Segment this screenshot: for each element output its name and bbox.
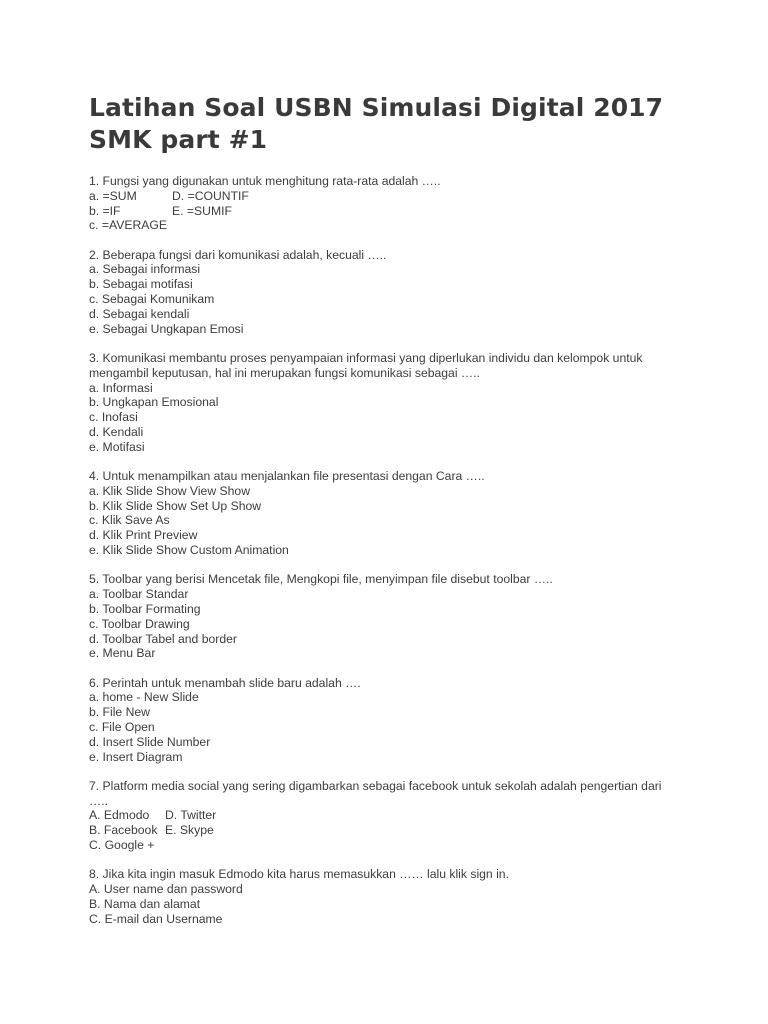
option-row: [89, 277, 708, 292]
question-text: 7. Platform media social yang sering digambarkan sebagai facebook untuk sekolah adalah pengertian dari …..: [89, 778, 662, 808]
answer-option: C. E-mail dan Username: [89, 911, 223, 926]
question-text: 3. Komunikasi membantu proses penyampaian informasi yang diperlukan individu dan kelompok untuk mengambil keputusan, hal ini merupakan fungsi komunikasi sebagai …..: [89, 350, 643, 380]
answer-option: e. Motifasi: [89, 439, 145, 454]
answer-option: d. Kendali: [89, 424, 144, 439]
option-row: [89, 823, 708, 838]
option-row: [89, 499, 708, 514]
answer-option: E. Skype: [165, 823, 214, 838]
option-row: [89, 838, 708, 853]
question-6: [89, 676, 708, 765]
option-row: [89, 528, 708, 543]
question-7: [89, 779, 708, 853]
option-row: [89, 808, 708, 823]
option-row: [89, 543, 708, 558]
question-text: 8. Jika kita ingin masuk Edmodo kita harus memasukkan …… lalu klik sign in.: [89, 867, 509, 882]
option-row: [89, 292, 708, 307]
option-row: [89, 218, 708, 233]
question-text: 1. Fungsi yang digunakan untuk menghitung rata-rata adalah …..: [89, 174, 441, 188]
answer-option: d. Toolbar Tabel and border: [89, 631, 237, 646]
option-row: [89, 440, 708, 455]
answer-option: d. Insert Slide Number: [89, 734, 211, 749]
option-row: [89, 646, 708, 661]
option-row: [89, 395, 708, 410]
answer-option: c. Sebagai Komunikam: [89, 292, 215, 307]
option-row: [89, 484, 708, 499]
option-row: [89, 381, 708, 396]
option-row: [89, 720, 708, 735]
answer-option: a. Informasi: [89, 380, 153, 395]
option-row: [89, 307, 708, 322]
answer-option: b. =IF: [89, 203, 121, 218]
question-4: [89, 469, 708, 558]
option-row: [89, 602, 708, 617]
answer-option: b. Toolbar Formating: [89, 601, 201, 616]
option-row: [89, 617, 708, 632]
answer-option: B. Nama dan alamat: [89, 896, 201, 911]
answer-option: c. File Open: [89, 720, 155, 734]
answer-option: A. User name dan password: [89, 882, 243, 897]
answer-option: b. File New: [89, 705, 150, 720]
question-text: 4. Untuk menampilkan atau menjalankan file presentasi dengan Cara …..: [89, 469, 485, 484]
answer-option: a. Klik Slide Show View Show: [89, 483, 251, 498]
answer-option: e. Menu Bar: [89, 646, 156, 661]
option-row: [89, 322, 708, 337]
question-text: 5. Toolbar yang berisi Mencetak file, Mengkopi file, menyimpan file disebut toolbar …..: [89, 572, 553, 587]
question-8: [89, 867, 708, 926]
option-row: [89, 410, 708, 425]
answer-option: b. Ungkapan Emosional: [89, 395, 219, 410]
question-list: [89, 174, 708, 927]
answer-option: A. Edmodo: [89, 808, 150, 823]
option-row: [89, 735, 708, 750]
option-row: [89, 897, 708, 912]
document-title: Latihan Soal USBN Simulasi Digital 2017 SMK part #1: [89, 93, 664, 154]
answer-option: D. Twitter: [165, 808, 217, 823]
question-text: 6. Perintah untuk menambah slide baru adalah ….: [89, 675, 361, 690]
answer-option: a. =SUM: [89, 188, 137, 203]
answer-option: c. =AVERAGE: [89, 218, 168, 233]
option-row: [89, 912, 708, 927]
answer-option: b. Klik Slide Show Set Up Show: [89, 498, 262, 513]
option-row: [89, 587, 708, 602]
option-row: [89, 189, 708, 204]
option-row: [89, 690, 708, 705]
answer-option: e. Klik Slide Show Custom Animation: [89, 543, 289, 558]
answer-option: e. Insert Diagram: [89, 749, 183, 764]
answer-option: e. Sebagai Ungkapan Emosi: [89, 321, 244, 336]
answer-option: E. =SUMIF: [172, 203, 232, 218]
answer-option: D. =COUNTIF: [172, 188, 249, 203]
option-row: [89, 750, 708, 765]
question-3: [89, 351, 708, 455]
question-5: [89, 572, 708, 661]
option-row: [89, 204, 708, 219]
option-row: [89, 513, 708, 528]
answer-option: d. Sebagai kendali: [89, 306, 190, 321]
answer-option: B. Facebook: [89, 823, 158, 838]
option-row: [89, 632, 708, 647]
answer-option: c. Toolbar Drawing: [89, 616, 190, 631]
answer-option: b. Sebagai motifasi: [89, 277, 193, 292]
answer-option: a. home - New Slide: [89, 690, 199, 705]
answer-option: d. Klik Print Preview: [89, 528, 198, 543]
option-row: [89, 262, 708, 277]
option-row: [89, 425, 708, 440]
question-2: [89, 248, 708, 337]
answer-option: C. Google +: [89, 838, 155, 853]
question-text: 2. Beberapa fungsi dari komunikasi adalah, kecuali …..: [89, 247, 387, 262]
option-row: [89, 882, 708, 897]
answer-option: a. Sebagai informasi: [89, 262, 201, 277]
answer-option: c. Inofasi: [89, 410, 138, 425]
answer-option: c. Klik Save As: [89, 513, 170, 528]
question-1: [89, 174, 708, 233]
answer-option: a. Toolbar Standar: [89, 587, 189, 602]
option-row: [89, 705, 708, 720]
